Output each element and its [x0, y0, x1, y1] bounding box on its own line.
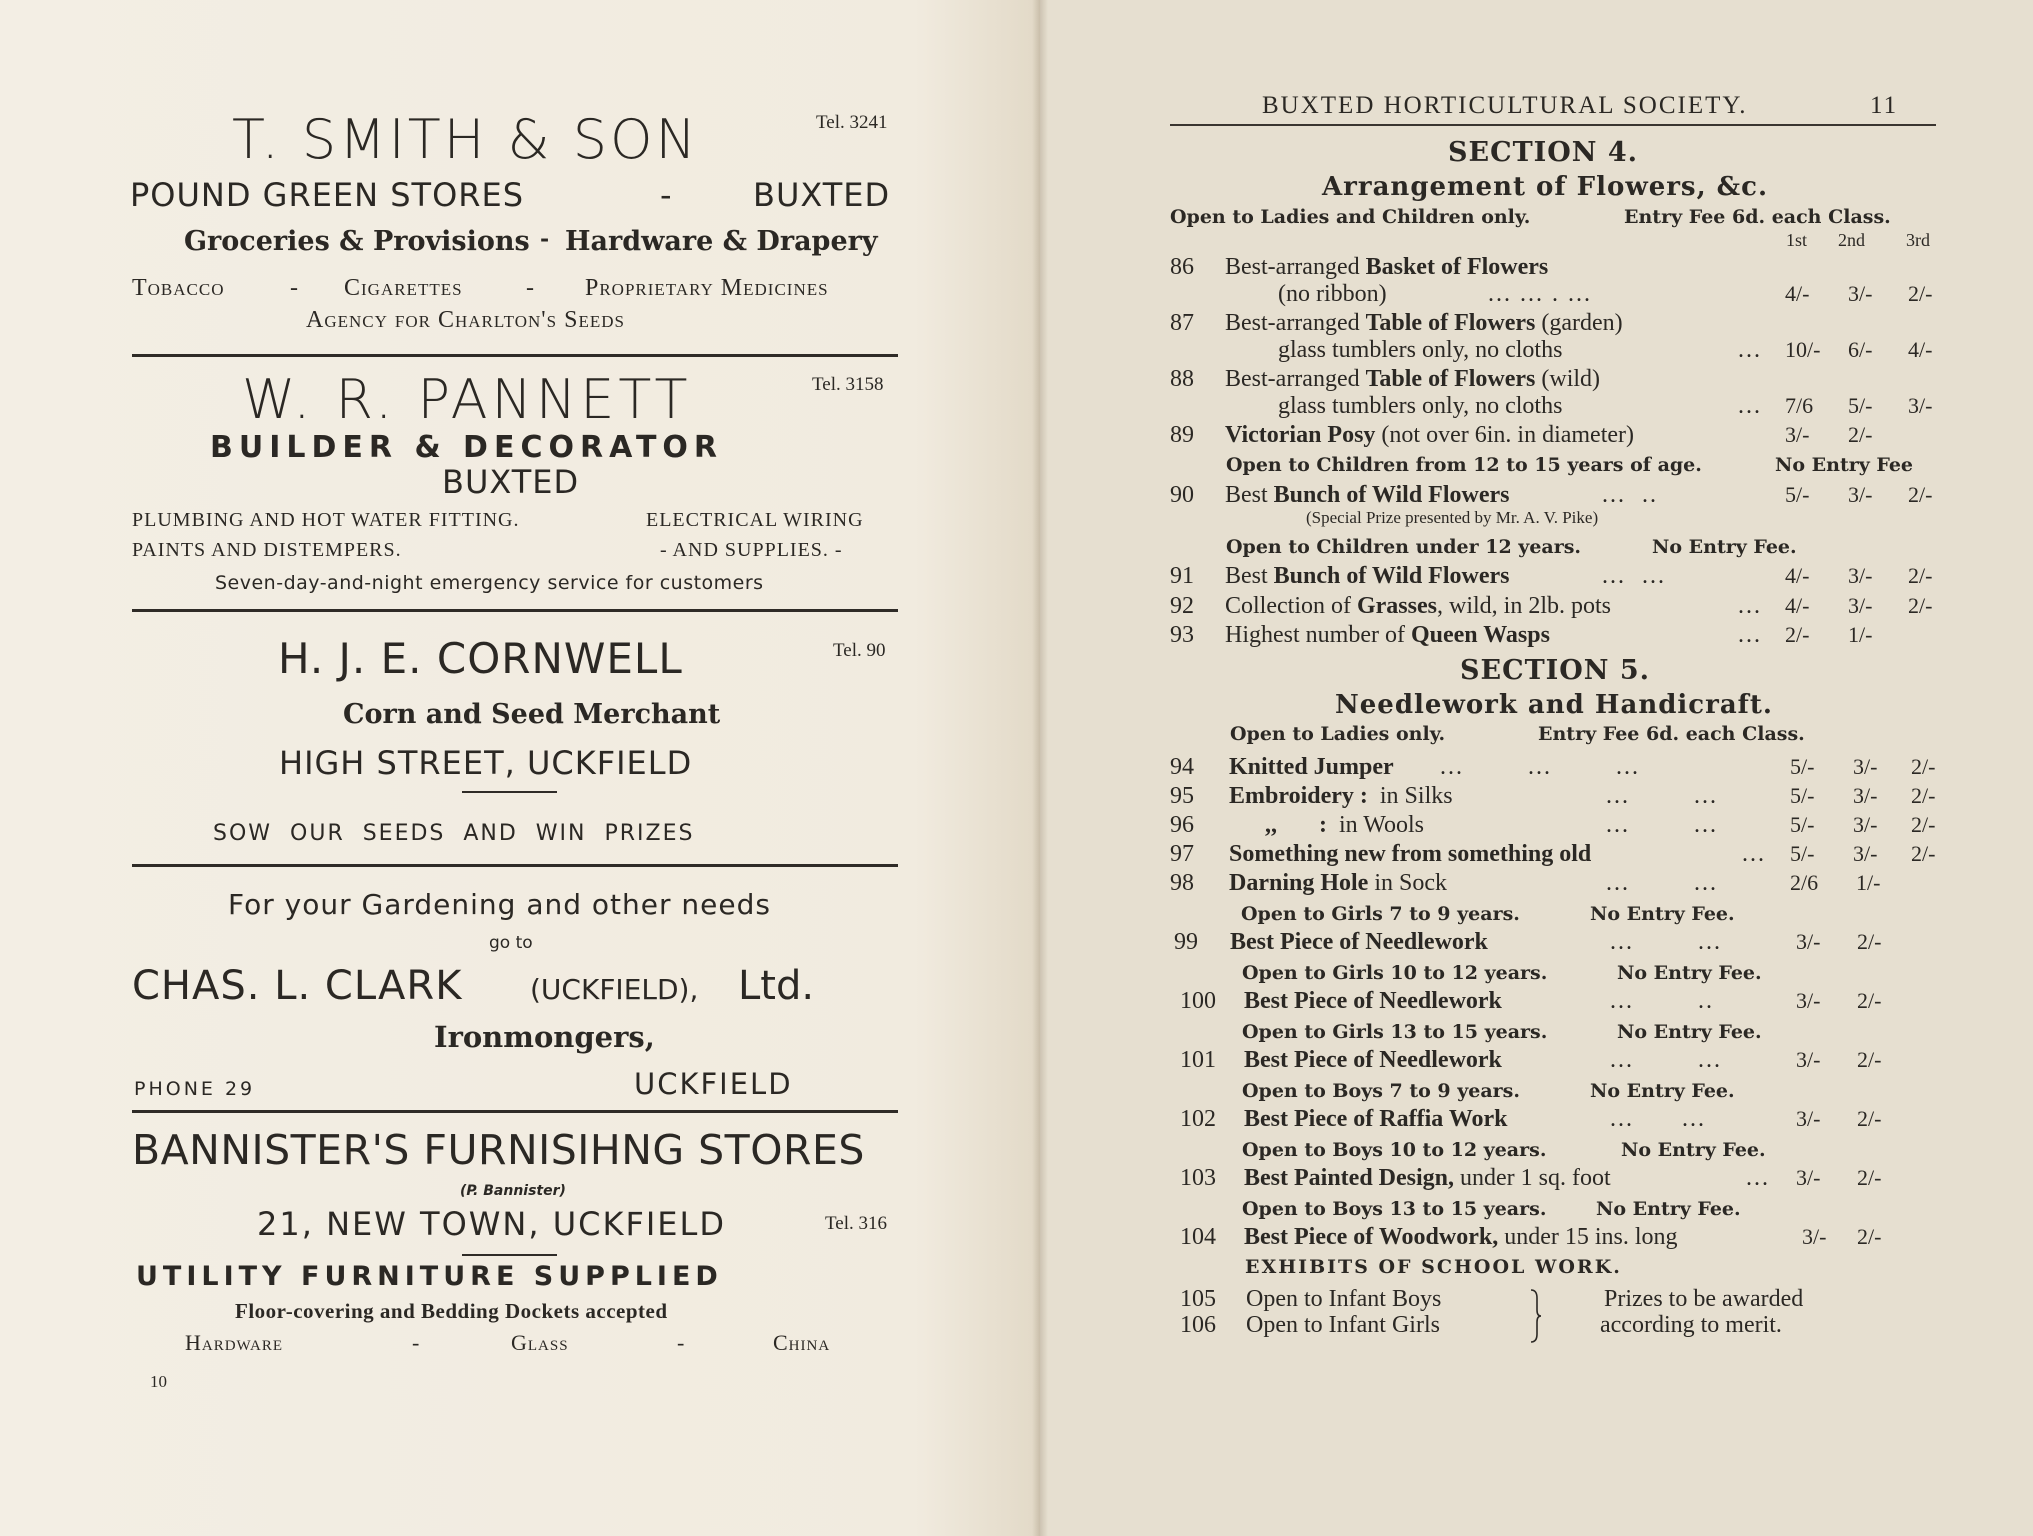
divider-rule [132, 864, 898, 867]
class-title-post: in Sock [1368, 870, 1448, 896]
prize-2nd: 3/- [1853, 783, 1878, 808]
cornwell-slogan: SOW OUR SEEDS AND WIN PRIZES [213, 821, 695, 846]
leader-dots: ... .. [1602, 482, 1658, 508]
cornwell-name: H. J. E. CORNWELL [278, 634, 683, 683]
section4-subtitle: Arrangement of Flowers, &c. [1322, 172, 1769, 202]
class-title: Open to Infant Girls [1246, 1312, 1440, 1338]
prize-1st: 10/- [1785, 337, 1821, 362]
class-title: Best Piece of Needlework [1230, 929, 1488, 955]
prize-2nd: 1/- [1848, 622, 1873, 647]
prize-1st: 5/- [1790, 754, 1815, 779]
prize-1st: 4/- [1785, 593, 1810, 618]
pannett-tel: Tel. 3158 [812, 374, 884, 395]
running-head: BUXTED HORTICULTURAL SOCIETY. [1262, 92, 1748, 119]
class-title: Table of Flowers [1365, 310, 1536, 336]
bannister-goods-hardware: Hardware [185, 1330, 284, 1355]
group-header: Open to Boys 13 to 15 years. [1242, 1198, 1547, 1220]
prize-1st: 5/- [1790, 812, 1815, 837]
cornwell-address: HIGH STREET, UCKFIELD [279, 744, 693, 782]
section5-open-to: Open to Ladies only. [1230, 723, 1446, 745]
group-fee: No Entry Fee. [1617, 1021, 1762, 1043]
class-number: 100 [1180, 988, 1216, 1014]
class-title: Bunch of Wild Flowers [1273, 482, 1510, 508]
prize-2nd: 3/- [1848, 482, 1873, 507]
leader-dots: ... ... ... [1440, 754, 1640, 780]
class-title-post: under 15 ins. long [1498, 1224, 1678, 1250]
special-prize-note: (Special Prize presented by Mr. A. V. Pike) [1306, 508, 1599, 527]
prize-2nd: 1/- [1856, 870, 1881, 895]
prize-1st: 7/6 [1785, 393, 1814, 418]
prize-2nd: 2/- [1857, 1106, 1882, 1131]
leader-dots: ... ... [1602, 563, 1666, 589]
prize-3rd: 2/- [1911, 783, 1936, 808]
class-number: 88 [1170, 366, 1194, 392]
class-title: ,, : [1229, 812, 1327, 838]
prize-2nd: 3/- [1848, 563, 1873, 588]
prize-3rd: 2/- [1908, 563, 1933, 588]
class-number: 86 [1170, 254, 1194, 280]
clark-name: CHAS. L. CLARK [132, 963, 463, 1009]
class-title-post: (garden) [1535, 310, 1623, 336]
section4-title: SECTION 4. [1448, 137, 1639, 168]
class-number: 106 [1180, 1312, 1216, 1338]
class-title: Grasses [1356, 593, 1437, 619]
class-title: Best Piece of Raffia Work [1244, 1106, 1508, 1132]
bannister-tel: Tel. 316 [825, 1213, 887, 1234]
prize-3rd: 2/- [1908, 482, 1933, 507]
leader-dots: ... [1738, 337, 1762, 363]
page-number-right: 11 [1870, 92, 1899, 119]
prize-3rd: 2/- [1911, 754, 1936, 779]
prize-2nd: 2/- [1857, 1047, 1882, 1072]
bannister-goods-china: China [773, 1330, 831, 1355]
class-title-pre: Best-arranged [1225, 310, 1366, 336]
group-fee: No Entry Fee. [1617, 962, 1762, 984]
group-header: Open to Girls 13 to 15 years. [1242, 1021, 1548, 1043]
book-gutter [1032, 0, 1048, 1536]
class-number: 103 [1180, 1165, 1216, 1191]
leader-dots: ... ... [1606, 812, 1718, 838]
class-cont: glass tumblers only, no cloths [1278, 337, 1563, 363]
smith-line1-dash: - [660, 176, 672, 214]
prize-3rd: 4/- [1908, 337, 1933, 362]
leader-dots: ... ... . ... [1488, 281, 1592, 307]
class-title: Best Painted Design, [1244, 1165, 1454, 1191]
group-header: Open to Girls 10 to 12 years. [1242, 962, 1548, 984]
children-under-12-header: Open to Children under 12 years. [1226, 536, 1582, 558]
class-title: Knitted Jumper [1229, 754, 1394, 780]
smith-item-medicines: Proprietary Medicines [585, 275, 829, 301]
class-number: 97 [1170, 841, 1194, 867]
section4-open-to: Open to Ladies and Children only. [1170, 206, 1531, 228]
bannister-tagline: UTILITY FURNITURE SUPPLIED [136, 1261, 723, 1292]
class-title-pre: Collection of [1225, 593, 1357, 619]
prize-1st: 3/- [1785, 422, 1810, 447]
group-header: Open to Boys 10 to 12 years. [1242, 1139, 1547, 1161]
clark-goto: go to [489, 933, 533, 953]
clark-trade: Ironmongers, [434, 1020, 655, 1054]
prize-1st: 3/- [1796, 1165, 1821, 1190]
prize-3rd: 2/- [1908, 281, 1933, 306]
pannett-service: Seven-day-and-night emergency service for customers [215, 572, 764, 594]
leader-dots: ... ... [1606, 783, 1718, 809]
leader-dots: ... ... [1610, 1106, 1706, 1132]
prize-1st: 4/- [1785, 281, 1810, 306]
prize-2nd: 3/- [1853, 812, 1878, 837]
leader-dots: ... [1742, 841, 1766, 867]
class-title: Something new from something old [1229, 841, 1592, 867]
prize-3rd: 2/- [1911, 812, 1936, 837]
prize-1st: 3/- [1796, 929, 1821, 954]
section5-subtitle: Needlework and Handicraft. [1335, 690, 1773, 720]
group-header: Open to Girls 7 to 9 years. [1241, 903, 1520, 925]
section5-title: SECTION 5. [1460, 655, 1651, 686]
prize-1st: 5/- [1790, 841, 1815, 866]
class-title-post: in Silks [1367, 783, 1453, 809]
prize-1st: 3/- [1796, 1047, 1821, 1072]
group-header: Open to Boys 7 to 9 years. [1242, 1080, 1520, 1102]
class-number: 89 [1170, 422, 1194, 448]
pannett-place: BUXTED [442, 463, 580, 501]
prize-1st: 3/- [1796, 988, 1821, 1013]
clark-town: UCKFIELD [634, 1067, 793, 1101]
class-title: Bunch of Wild Flowers [1273, 563, 1510, 589]
short-rule [462, 791, 557, 793]
prize-2nd: 3/- [1853, 754, 1878, 779]
prize-2nd: 2/- [1857, 1224, 1882, 1249]
leader-dots: ... ... [1610, 1047, 1722, 1073]
class-number: 104 [1180, 1224, 1216, 1250]
class-title-pre: Best-arranged [1225, 254, 1366, 280]
prize-2nd: 2/- [1857, 1165, 1882, 1190]
leader-dots: ... [1738, 393, 1762, 419]
class-title: Basket of Flowers [1365, 254, 1549, 280]
prize-2nd: 3/- [1848, 593, 1873, 618]
class-title: Queen Wasps [1410, 622, 1550, 648]
divider-rule [132, 354, 898, 357]
class-title-post: (wild) [1535, 366, 1601, 392]
pannett-row1-right: ELECTRICAL WIRING [646, 509, 864, 531]
prize-2nd: 2/- [1857, 929, 1882, 954]
col-header-3rd: 3rd [1906, 230, 1930, 250]
pannett-row1-left: PLUMBING AND HOT WATER FITTING. [132, 509, 520, 531]
group-fee: No Entry Fee. [1590, 903, 1735, 925]
leader-dots: ... [1738, 622, 1762, 648]
pannett-trade: BUILDER & DECORATOR [210, 430, 724, 465]
bannister-goods-glass: Glass [511, 1330, 569, 1355]
bannister-name: BANNISTER'S FURNISIHNG STORES [132, 1126, 865, 1174]
clark-name-paren: (UCKFIELD), [530, 973, 699, 1006]
leader-dots: ... [1738, 593, 1762, 619]
cornwell-trade: Corn and Seed Merchant [343, 699, 721, 730]
page-number-left: 10 [150, 1372, 167, 1391]
smith-item-cigarettes: Cigarettes [344, 275, 463, 301]
clark-name-ltd: Ltd. [738, 963, 815, 1009]
section5-entry-fee: Entry Fee 6d. each Class. [1538, 723, 1805, 745]
prize-1st: 5/- [1785, 482, 1810, 507]
class-title-post: , wild, in 2lb. pots [1436, 593, 1611, 619]
divider-rule [132, 1110, 898, 1113]
prize-2nd: 2/- [1857, 988, 1882, 1013]
class-cont: glass tumblers only, no cloths [1278, 393, 1563, 419]
pannett-row2-left: PAINTS AND DISTEMPERS. [132, 539, 402, 561]
prize-1st: 2/- [1785, 622, 1810, 647]
class-title: Table of Flowers [1365, 366, 1536, 392]
class-title-pre: Best [1225, 482, 1274, 508]
smith-line1-right: BUXTED [753, 176, 891, 214]
leader-dots: ... ... [1606, 870, 1718, 896]
leader-dots: ... ... [1610, 929, 1722, 955]
children-12-15-fee: No Entry Fee [1775, 454, 1914, 476]
smith-agency: Agency for Charlton's Seeds [306, 307, 625, 333]
group-fee: No Entry Fee. [1596, 1198, 1741, 1220]
class-number: 87 [1170, 310, 1194, 336]
class-number: 101 [1180, 1047, 1216, 1073]
smith-item-sep: - [290, 275, 298, 301]
prize-3rd: 2/- [1911, 841, 1936, 866]
group-fee: No Entry Fee. [1590, 1080, 1735, 1102]
class-title: Open to Infant Boys [1246, 1286, 1442, 1312]
class-title-post: (not over 6in. in diameter) [1375, 422, 1635, 448]
prize-2nd: 3/- [1853, 841, 1878, 866]
pannett-name: W. R. PANNETT [242, 368, 692, 431]
class-title: Best Piece of Needlework [1244, 988, 1502, 1014]
class-number: 99 [1174, 929, 1198, 955]
smith-goods-left: Groceries & Provisions [184, 226, 530, 257]
smith-name: T. SMITH & SON [232, 108, 699, 171]
prize-3rd: 3/- [1908, 393, 1933, 418]
leader-dots: ... [1746, 1165, 1770, 1191]
prize-2nd: 2/- [1848, 422, 1873, 447]
brace-icon [1528, 1288, 1542, 1344]
prize-1st: 2/6 [1790, 870, 1819, 895]
class-number: 105 [1180, 1286, 1216, 1312]
prize-2nd: 3/- [1848, 281, 1873, 306]
class-number: 96 [1170, 812, 1194, 838]
smith-item-tobacco: Tobacco [132, 275, 225, 301]
prize-3rd: 2/- [1908, 593, 1933, 618]
class-title-pre: Best-arranged [1225, 366, 1366, 392]
class-title-pre: Highest number of [1225, 622, 1411, 648]
class-number: 95 [1170, 783, 1194, 809]
smith-goods-right: Hardware & Drapery [565, 226, 878, 257]
smith-line1-left: POUND GREEN STORES [130, 176, 525, 214]
class-number: 94 [1170, 754, 1194, 780]
section4-entry-fee: Entry Fee 6d. each Class. [1624, 206, 1891, 228]
bannister-proprietor: (P. Bannister) [460, 1183, 566, 1199]
smith-goods-sep: - [540, 226, 550, 252]
class-number: 92 [1170, 593, 1194, 619]
prize-2nd: 5/- [1848, 393, 1873, 418]
class-title-pre: Best [1225, 563, 1274, 589]
class-number: 90 [1170, 482, 1194, 508]
short-rule [462, 1254, 557, 1256]
pannett-row2-right: - AND SUPPLIES. - [660, 539, 843, 561]
bannister-goods-sep: - [677, 1330, 685, 1355]
prize-1st: 3/- [1802, 1224, 1827, 1249]
prize-2nd: 6/- [1848, 337, 1873, 362]
school-prize-line1: Prizes to be awarded [1604, 1286, 1804, 1312]
smith-tel: Tel. 3241 [816, 112, 888, 133]
col-header-1st: 1st [1786, 230, 1808, 250]
clark-intro: For your Gardening and other needs [228, 888, 771, 921]
school-prize-line2: according to merit. [1600, 1312, 1782, 1338]
col-header-2nd: 2nd [1838, 230, 1865, 250]
class-title-post: in Wools [1327, 812, 1424, 838]
prize-1st: 4/- [1785, 563, 1810, 588]
class-number: 102 [1180, 1106, 1216, 1132]
class-cont: (no ribbon) [1278, 281, 1387, 307]
prize-1st: 3/- [1796, 1106, 1821, 1131]
cornwell-tel: Tel. 90 [833, 640, 886, 661]
class-title-post: under 1 sq. foot [1454, 1165, 1611, 1191]
class-title: Victorian Posy [1225, 422, 1376, 448]
class-title: Best Piece of Woodwork, [1244, 1224, 1499, 1250]
bannister-address: 21, NEW TOWN, UCKFIELD [257, 1205, 726, 1243]
class-number: 91 [1170, 563, 1194, 589]
class-number: 98 [1170, 870, 1194, 896]
bannister-goods-sep: - [412, 1330, 420, 1355]
divider-rule [132, 609, 898, 612]
class-title: Embroidery : [1229, 783, 1368, 809]
group-fee: No Entry Fee. [1621, 1139, 1766, 1161]
class-title: Best Piece of Needlework [1244, 1047, 1502, 1073]
smith-item-sep: - [526, 275, 534, 301]
children-12-15-header: Open to Children from 12 to 15 years of age. [1226, 454, 1702, 476]
running-head-rule [1170, 124, 1936, 126]
class-title: Darning Hole [1229, 870, 1369, 896]
clark-phone: PHONE 29 [134, 1078, 256, 1100]
leader-dots: ... .. [1610, 988, 1714, 1014]
class-number: 93 [1170, 622, 1194, 648]
bannister-dockets: Floor-covering and Bedding Dockets accepted [235, 1299, 668, 1323]
children-under-12-fee: No Entry Fee. [1652, 536, 1797, 558]
school-work-header: EXHIBITS OF SCHOOL WORK. [1245, 1256, 1622, 1278]
prize-1st: 5/- [1790, 783, 1815, 808]
